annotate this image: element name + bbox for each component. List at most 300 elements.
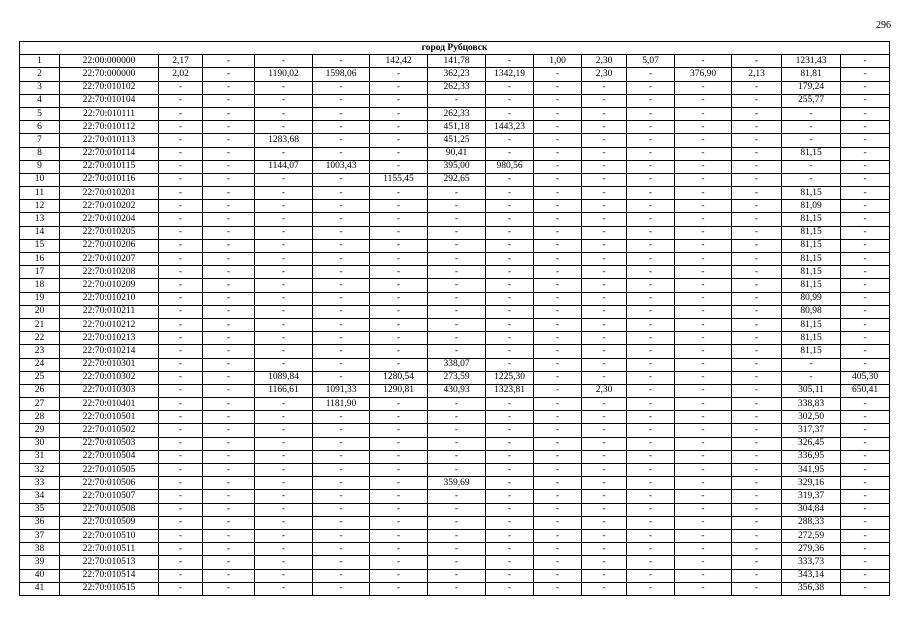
value-cell: -	[486, 582, 534, 595]
value-cell: -	[203, 173, 255, 186]
value-cell: -	[370, 345, 428, 358]
value-cell: -	[582, 543, 627, 556]
table-row	[20, 411, 890, 424]
value-cell: -	[486, 411, 534, 424]
value-cell: -	[159, 187, 203, 200]
value-cell: -	[486, 358, 534, 371]
value-cell: -	[486, 200, 534, 213]
value-cell: -	[841, 529, 890, 542]
value-cell: -	[313, 358, 370, 371]
value-cell: -	[627, 450, 675, 463]
value-cell: -	[841, 543, 890, 556]
value-cell: -	[732, 477, 782, 490]
value-cell: -	[732, 411, 782, 424]
table-title: город Рубцовск	[20, 42, 890, 55]
value-cell: -	[428, 543, 486, 556]
cadastral-code-cell: 22:70:010509	[60, 516, 159, 529]
table-row	[20, 490, 890, 503]
value-cell: -	[582, 490, 627, 503]
value-cell: -	[159, 213, 203, 226]
value-cell: -	[255, 94, 313, 107]
value-cell: -	[370, 147, 428, 160]
cadastral-code-cell: 22:70:010113	[60, 134, 159, 147]
cadastral-code-cell: 22:70:010504	[60, 450, 159, 463]
value-cell: -	[841, 582, 890, 595]
value-cell: -	[486, 226, 534, 239]
value-cell: -	[675, 200, 732, 213]
value-cell: -	[675, 253, 732, 266]
value-cell: -	[627, 384, 675, 397]
table-row	[20, 81, 890, 94]
value-cell: -	[255, 318, 313, 331]
value-cell: -	[627, 437, 675, 450]
value-cell: -	[841, 55, 890, 68]
value-cell: -	[203, 384, 255, 397]
value-cell: -	[582, 292, 627, 305]
value-cell: -	[534, 94, 582, 107]
value-cell: -	[732, 279, 782, 292]
cadastral-code-cell: 22:70:010508	[60, 503, 159, 516]
value-cell: -	[313, 213, 370, 226]
value-cell: -	[582, 477, 627, 490]
value-cell: 1290,81	[370, 384, 428, 397]
value-cell: -	[582, 464, 627, 477]
table-row	[20, 424, 890, 437]
value-cell: -	[732, 81, 782, 94]
value-cell: -	[534, 516, 582, 529]
value-cell: -	[428, 437, 486, 450]
row-number-cell: 25	[20, 371, 60, 384]
value-cell: -	[159, 318, 203, 331]
value-cell: -	[732, 358, 782, 371]
cadastral-code-cell: 22:70:010502	[60, 424, 159, 437]
value-cell: -	[627, 107, 675, 120]
value-cell: -	[841, 358, 890, 371]
value-cell: -	[428, 292, 486, 305]
cadastral-code-cell: 22:70:010501	[60, 411, 159, 424]
value-cell: -	[486, 81, 534, 94]
value-cell: -	[782, 134, 841, 147]
value-cell: -	[159, 371, 203, 384]
table-row	[20, 384, 890, 397]
value-cell: -	[627, 279, 675, 292]
value-cell: -	[732, 160, 782, 173]
value-cell: -	[255, 398, 313, 411]
value-cell: -	[428, 266, 486, 279]
value-cell: -	[675, 398, 732, 411]
value-cell: -	[203, 371, 255, 384]
cadastral-code-cell: 22:70:010115	[60, 160, 159, 173]
value-cell: -	[675, 503, 732, 516]
value-cell: -	[203, 358, 255, 371]
value-cell: -	[159, 134, 203, 147]
cadastral-code-cell: 22:70:010112	[60, 121, 159, 134]
value-cell: -	[841, 94, 890, 107]
table-row	[20, 503, 890, 516]
value-cell: -	[627, 503, 675, 516]
value-cell: -	[255, 213, 313, 226]
value-cell: -	[534, 305, 582, 318]
row-number-cell: 36	[20, 516, 60, 529]
value-cell: 2,02	[159, 68, 203, 81]
value-cell: 356,38	[782, 582, 841, 595]
value-cell: -	[627, 173, 675, 186]
table-row	[20, 213, 890, 226]
value-cell: -	[534, 398, 582, 411]
value-cell: 338,83	[782, 398, 841, 411]
value-cell: -	[313, 503, 370, 516]
value-cell: -	[534, 160, 582, 173]
value-cell: 2,17	[159, 55, 203, 68]
value-cell: -	[428, 279, 486, 292]
value-cell: -	[627, 305, 675, 318]
cadastral-code-cell: 22:70:010214	[60, 345, 159, 358]
value-cell: -	[534, 253, 582, 266]
value-cell: 2,30	[582, 68, 627, 81]
value-cell: -	[675, 371, 732, 384]
value-cell: -	[675, 213, 732, 226]
value-cell: -	[732, 305, 782, 318]
value-cell: -	[582, 239, 627, 252]
value-cell: -	[203, 55, 255, 68]
value-cell: -	[486, 503, 534, 516]
value-cell: -	[203, 345, 255, 358]
value-cell: -	[534, 503, 582, 516]
value-cell: -	[534, 384, 582, 397]
value-cell: -	[159, 279, 203, 292]
value-cell: 179,24	[782, 81, 841, 94]
value-cell: -	[428, 318, 486, 331]
value-cell: -	[675, 305, 732, 318]
value-cell: -	[370, 543, 428, 556]
value-cell: 1144,07	[255, 160, 313, 173]
value-cell: -	[159, 94, 203, 107]
value-cell: -	[428, 305, 486, 318]
cadastral-code-cell: 22:70:010301	[60, 358, 159, 371]
value-cell: -	[675, 516, 732, 529]
value-cell: 81,15	[782, 187, 841, 200]
value-cell: -	[675, 464, 732, 477]
value-cell: -	[582, 503, 627, 516]
value-cell: -	[732, 503, 782, 516]
value-cell: -	[675, 239, 732, 252]
value-cell: -	[370, 68, 428, 81]
value-cell: -	[370, 424, 428, 437]
value-cell: 1283,68	[255, 134, 313, 147]
value-cell: 288,33	[782, 516, 841, 529]
row-number-cell: 21	[20, 318, 60, 331]
value-cell: -	[675, 187, 732, 200]
value-cell: 81,15	[782, 253, 841, 266]
value-cell: 333,73	[782, 556, 841, 569]
value-cell: -	[534, 358, 582, 371]
value-cell: -	[675, 477, 732, 490]
value-cell: -	[370, 160, 428, 173]
value-cell: -	[313, 582, 370, 595]
value-cell: -	[675, 384, 732, 397]
value-cell: -	[732, 543, 782, 556]
cadastral-code-cell: 22:70:010511	[60, 543, 159, 556]
value-cell: 1003,43	[313, 160, 370, 173]
value-cell: -	[428, 490, 486, 503]
value-cell: -	[841, 266, 890, 279]
value-cell: 81,09	[782, 200, 841, 213]
value-cell: -	[582, 160, 627, 173]
value-cell: -	[255, 279, 313, 292]
table-row	[20, 556, 890, 569]
value-cell: -	[255, 543, 313, 556]
cadastral-code-cell: 22:70:010114	[60, 147, 159, 160]
value-cell: -	[203, 503, 255, 516]
page-number: 296	[876, 20, 891, 31]
value-cell: -	[732, 226, 782, 239]
value-cell: 262,33	[428, 107, 486, 120]
value-cell: -	[675, 94, 732, 107]
value-cell: -	[582, 529, 627, 542]
value-cell: -	[313, 81, 370, 94]
value-cell: -	[313, 371, 370, 384]
value-cell: 2,13	[732, 68, 782, 81]
value-cell: -	[675, 147, 732, 160]
value-cell: -	[370, 213, 428, 226]
value-cell: -	[627, 424, 675, 437]
table-row	[20, 94, 890, 107]
data-table	[19, 41, 890, 596]
value-cell: -	[675, 556, 732, 569]
value-cell: -	[841, 450, 890, 463]
cadastral-code-cell: 22:70:010503	[60, 437, 159, 450]
value-cell: -	[203, 94, 255, 107]
value-cell: -	[582, 345, 627, 358]
value-cell: -	[534, 279, 582, 292]
value-cell: -	[370, 81, 428, 94]
value-cell: -	[675, 437, 732, 450]
row-number-cell: 10	[20, 173, 60, 186]
row-number-cell: 33	[20, 477, 60, 490]
value-cell: -	[428, 556, 486, 569]
cadastral-code-cell: 22:70:000000	[60, 68, 159, 81]
value-cell: -	[582, 371, 627, 384]
value-cell: -	[313, 516, 370, 529]
value-cell: -	[428, 582, 486, 595]
value-cell: 1225,30	[486, 371, 534, 384]
value-cell: -	[159, 582, 203, 595]
value-cell: -	[313, 424, 370, 437]
value-cell: -	[782, 160, 841, 173]
value-cell: 2,30	[582, 384, 627, 397]
row-number-cell: 13	[20, 213, 60, 226]
value-cell: -	[582, 266, 627, 279]
value-cell: -	[255, 81, 313, 94]
value-cell: -	[732, 292, 782, 305]
value-cell: -	[841, 556, 890, 569]
value-cell: -	[255, 529, 313, 542]
value-cell: 302,50	[782, 411, 841, 424]
value-cell: -	[627, 582, 675, 595]
value-cell: -	[486, 398, 534, 411]
value-cell: -	[428, 345, 486, 358]
value-cell: -	[370, 305, 428, 318]
value-cell: -	[675, 582, 732, 595]
value-cell: -	[159, 516, 203, 529]
value-cell: -	[627, 187, 675, 200]
value-cell: -	[732, 187, 782, 200]
value-cell: -	[428, 503, 486, 516]
value-cell: -	[841, 398, 890, 411]
value-cell: -	[582, 424, 627, 437]
row-number-cell: 14	[20, 226, 60, 239]
value-cell: -	[732, 213, 782, 226]
value-cell: -	[841, 147, 890, 160]
value-cell: -	[732, 424, 782, 437]
value-cell: -	[534, 187, 582, 200]
table-row	[20, 529, 890, 542]
value-cell: -	[841, 279, 890, 292]
table-row	[20, 266, 890, 279]
value-cell: -	[582, 213, 627, 226]
value-cell: -	[370, 121, 428, 134]
value-cell: -	[582, 147, 627, 160]
table-row	[20, 464, 890, 477]
value-cell: -	[255, 464, 313, 477]
value-cell: -	[732, 121, 782, 134]
value-cell: -	[534, 121, 582, 134]
value-cell: -	[255, 582, 313, 595]
value-cell: -	[534, 213, 582, 226]
value-cell: -	[732, 582, 782, 595]
value-cell: -	[428, 569, 486, 582]
cadastral-code-cell: 22:70:010204	[60, 213, 159, 226]
row-number-cell: 29	[20, 424, 60, 437]
value-cell: -	[313, 543, 370, 556]
value-cell: 376,90	[675, 68, 732, 81]
value-cell: -	[534, 371, 582, 384]
value-cell: -	[203, 398, 255, 411]
value-cell: -	[675, 266, 732, 279]
value-cell: -	[313, 569, 370, 582]
value-cell: -	[627, 160, 675, 173]
value-cell: -	[582, 358, 627, 371]
row-number-cell: 1	[20, 55, 60, 68]
value-cell: -	[841, 464, 890, 477]
value-cell: -	[203, 305, 255, 318]
value-cell: -	[732, 569, 782, 582]
value-cell: -	[313, 121, 370, 134]
value-cell: -	[732, 134, 782, 147]
value-cell: 81,15	[782, 239, 841, 252]
value-cell: -	[370, 477, 428, 490]
value-cell: -	[255, 358, 313, 371]
value-cell: -	[841, 81, 890, 94]
cadastral-code-cell: 22:00:000000	[60, 55, 159, 68]
table-row	[20, 292, 890, 305]
value-cell: -	[428, 213, 486, 226]
value-cell: -	[582, 200, 627, 213]
value-cell: -	[255, 121, 313, 134]
value-cell: -	[841, 424, 890, 437]
value-cell: -	[370, 450, 428, 463]
value-cell: -	[486, 543, 534, 556]
value-cell: -	[486, 134, 534, 147]
value-cell: -	[534, 424, 582, 437]
value-cell: -	[313, 266, 370, 279]
value-cell: 319,37	[782, 490, 841, 503]
value-cell: -	[370, 582, 428, 595]
value-cell: -	[159, 384, 203, 397]
value-cell: -	[534, 68, 582, 81]
value-cell: -	[255, 147, 313, 160]
value-cell: -	[159, 226, 203, 239]
value-cell: 1,00	[534, 55, 582, 68]
value-cell: -	[627, 332, 675, 345]
value-cell: -	[486, 332, 534, 345]
row-number-cell: 12	[20, 200, 60, 213]
value-cell: -	[582, 305, 627, 318]
row-number-cell: 7	[20, 134, 60, 147]
value-cell: -	[159, 398, 203, 411]
value-cell: -	[732, 371, 782, 384]
value-cell: -	[313, 490, 370, 503]
value-cell: -	[203, 200, 255, 213]
row-number-cell: 22	[20, 332, 60, 345]
value-cell: -	[313, 187, 370, 200]
value-cell: 341,95	[782, 464, 841, 477]
value-cell: -	[627, 213, 675, 226]
value-cell: -	[841, 226, 890, 239]
value-cell: -	[159, 556, 203, 569]
value-cell: -	[675, 490, 732, 503]
value-cell: -	[534, 345, 582, 358]
cadastral-code-cell: 22:70:010213	[60, 332, 159, 345]
value-cell: -	[534, 266, 582, 279]
table-row	[20, 358, 890, 371]
value-cell: -	[159, 253, 203, 266]
value-cell: -	[627, 529, 675, 542]
value-cell: -	[370, 107, 428, 120]
cadastral-code-cell: 22:70:010513	[60, 556, 159, 569]
value-cell: -	[255, 345, 313, 358]
value-cell: -	[627, 411, 675, 424]
value-cell: -	[582, 173, 627, 186]
value-cell: -	[841, 68, 890, 81]
value-cell: 80,98	[782, 305, 841, 318]
row-number-cell: 31	[20, 450, 60, 463]
value-cell: -	[732, 345, 782, 358]
table-row	[20, 134, 890, 147]
value-cell: -	[841, 239, 890, 252]
value-cell: -	[255, 239, 313, 252]
value-cell: -	[582, 411, 627, 424]
table-row	[20, 345, 890, 358]
value-cell: 273,59	[428, 371, 486, 384]
row-number-cell: 34	[20, 490, 60, 503]
value-cell: -	[486, 55, 534, 68]
value-cell: -	[732, 266, 782, 279]
row-number-cell: 18	[20, 279, 60, 292]
value-cell: -	[313, 477, 370, 490]
value-cell: 279,36	[782, 543, 841, 556]
cadastral-code-cell: 22:70:010505	[60, 464, 159, 477]
value-cell: -	[486, 187, 534, 200]
value-cell: -	[159, 411, 203, 424]
value-cell: -	[582, 226, 627, 239]
value-cell: -	[255, 424, 313, 437]
value-cell: -	[313, 556, 370, 569]
value-cell: -	[255, 450, 313, 463]
value-cell: 81,15	[782, 345, 841, 358]
value-cell: -	[627, 68, 675, 81]
value-cell: -	[370, 503, 428, 516]
